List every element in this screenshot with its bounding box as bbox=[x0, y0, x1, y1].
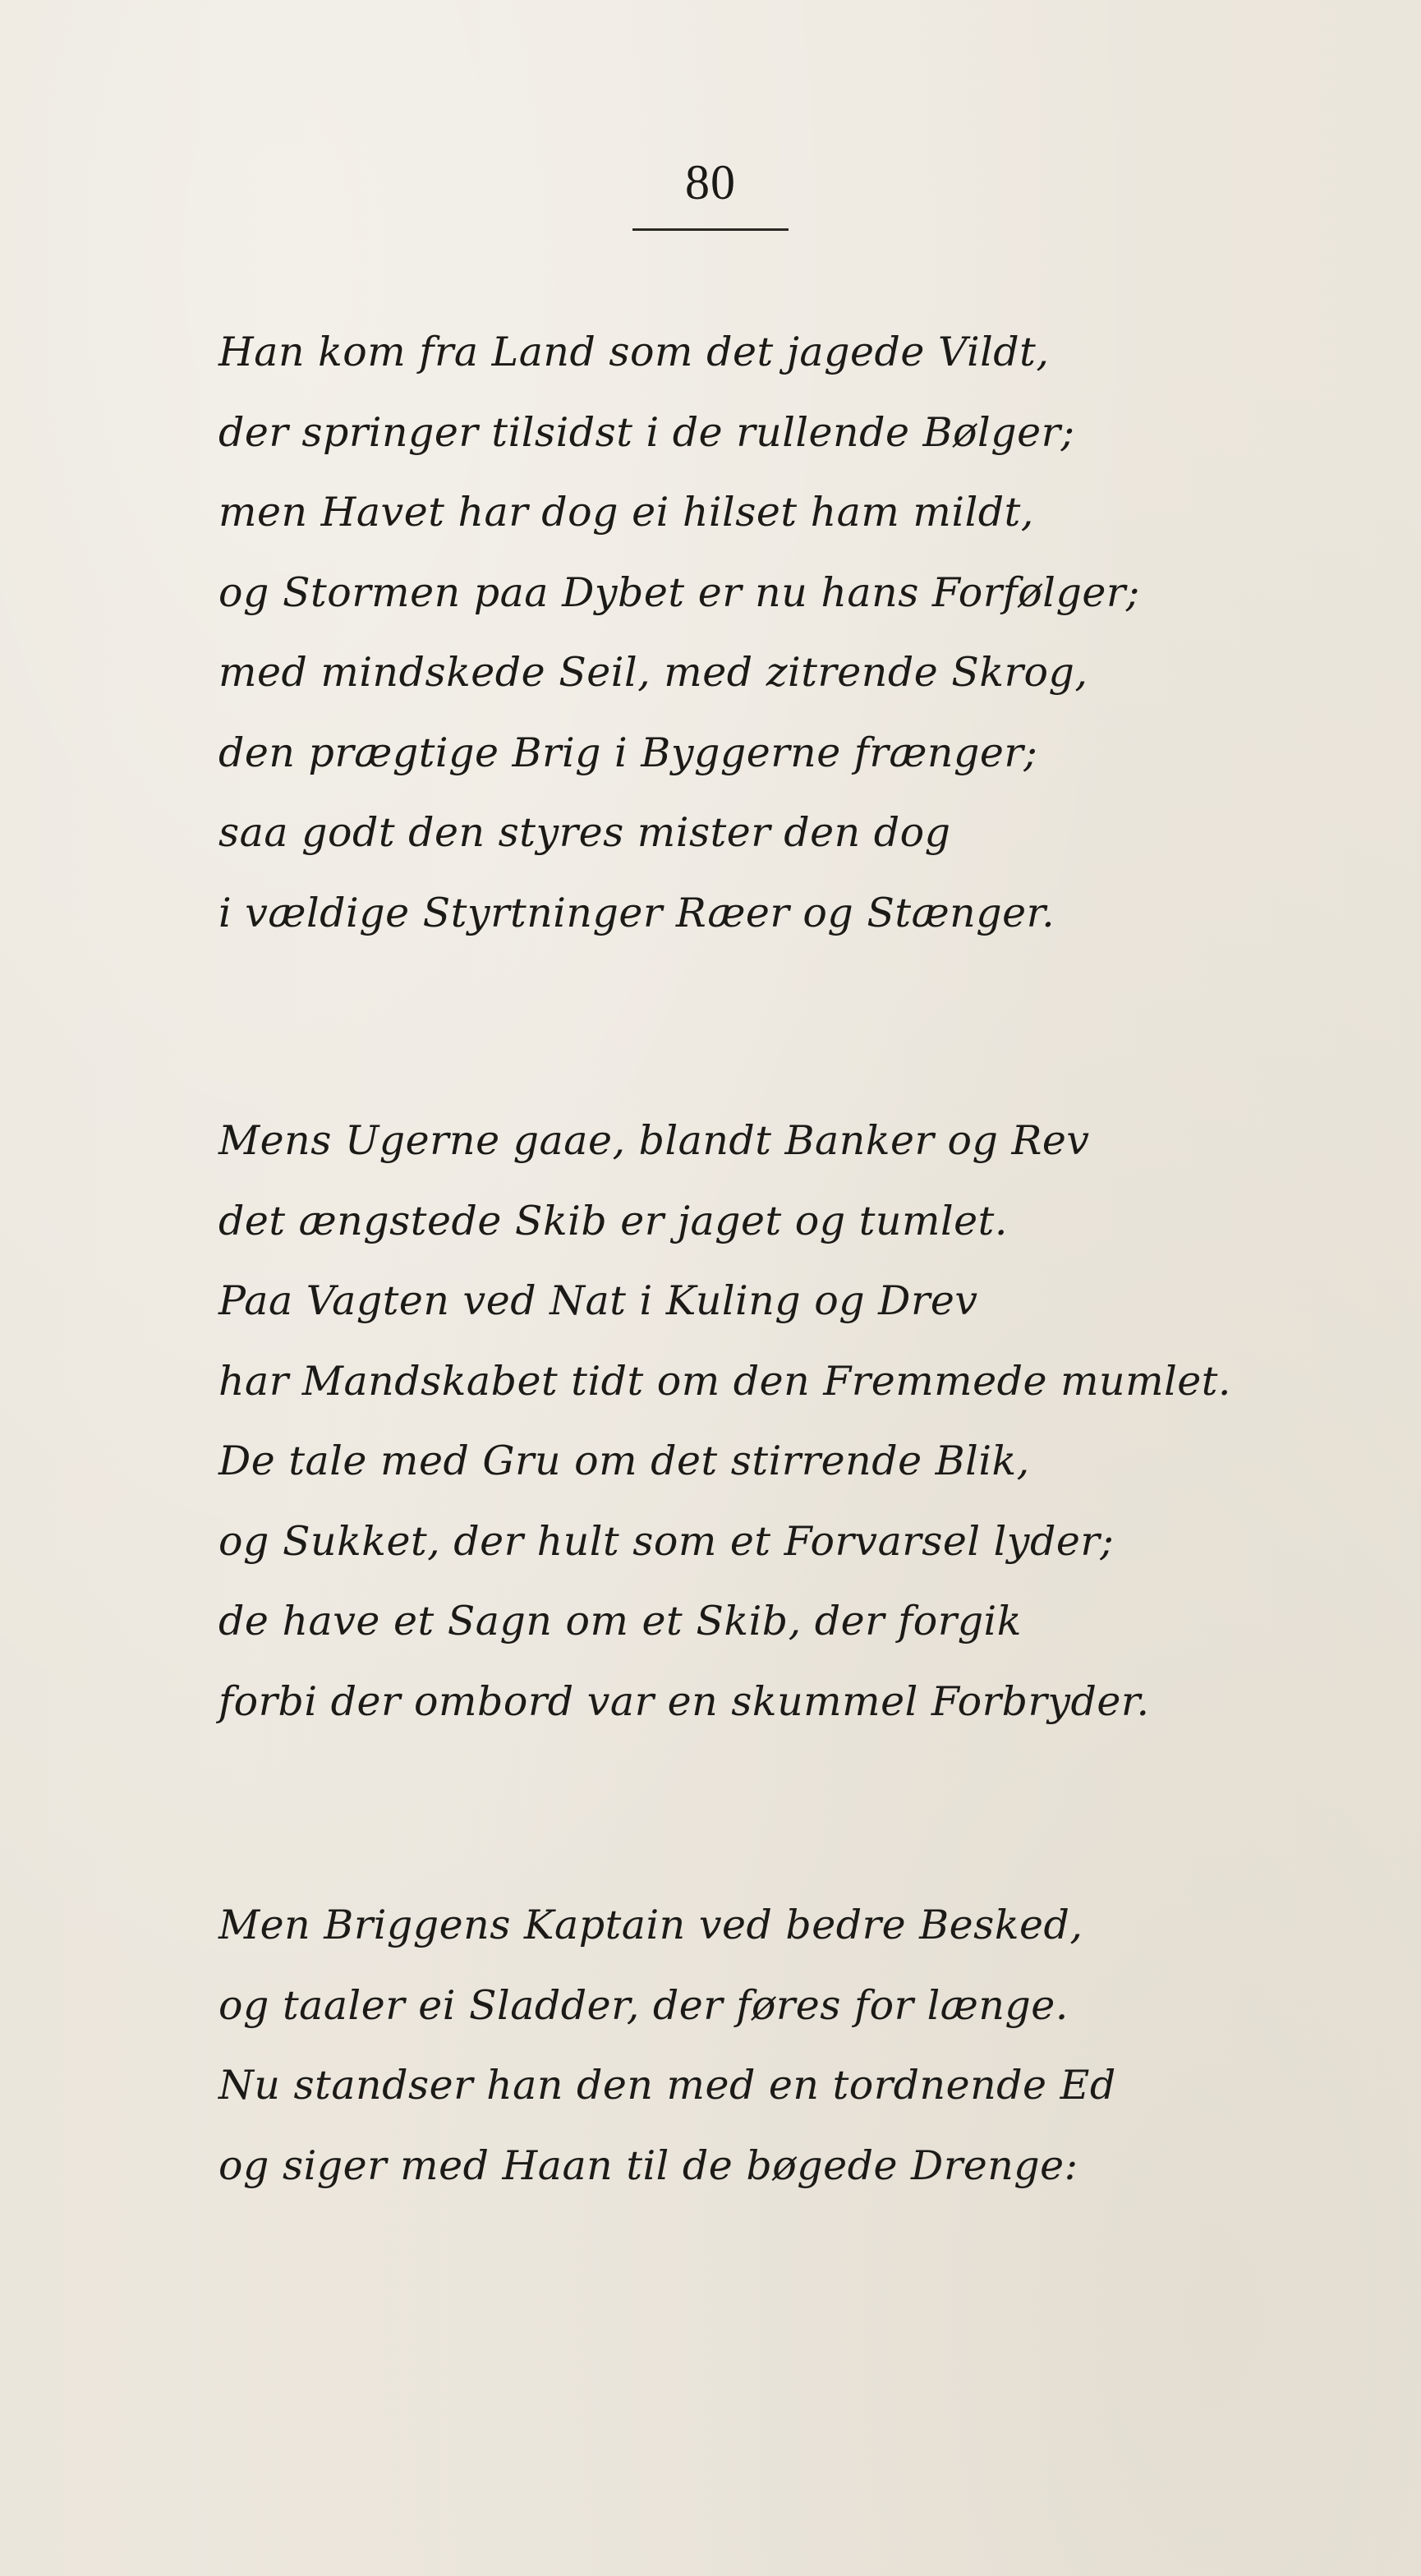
verse-line: forbi der ombord var en skummel Forbryder. bbox=[218, 1677, 1150, 1725]
verse-line: Nu standser han den med en tordnende Ed bbox=[218, 2062, 1116, 2109]
verse-line: og Stormen paa Dybet er nu hans Forfølger; bbox=[218, 568, 1140, 616]
verse-line: det ængstede Skib er jaget og tumlet. bbox=[218, 1197, 1008, 1244]
stanza-3 bbox=[218, 1885, 1253, 2206]
verse-line: den prægtige Brig i Byggerne frænger; bbox=[218, 729, 1038, 776]
verse-line: har Mandskabet tidt om den Fremmede mumlet. bbox=[218, 1357, 1232, 1405]
verse-line: med mindskede Seil, med zitrende Skrog, bbox=[218, 649, 1088, 696]
verse-line: de have et Sagn om et Skib, der forgik bbox=[218, 1598, 1022, 1644]
verse-line: De tale med Gru om det stirrende Blik, bbox=[218, 1438, 1030, 1484]
stanza-2 bbox=[218, 1101, 1253, 1741]
stanza-1 bbox=[218, 312, 1253, 953]
verse-line: Han kom fra Land som det jagede Vildt, bbox=[218, 329, 1050, 375]
verse-line: saa godt den styres mister den dog bbox=[218, 809, 951, 856]
verse-line: i vældige Styrtninger Ræer og Stænger. bbox=[218, 889, 1055, 936]
verse-line: Paa Vagten ved Nat i Kuling og Drev bbox=[218, 1277, 978, 1324]
verse-line: men Havet har dog ei hilset ham mildt, bbox=[218, 489, 1034, 536]
verse-line: Men Briggens Kaptain ved bedre Besked, bbox=[218, 1902, 1083, 1948]
page-number: 80 bbox=[685, 155, 736, 209]
verse-line: Mens Ugerne gaae, blandt Banker og Rev bbox=[218, 1117, 1090, 1164]
verse-line: der springer tilsidst i de rullende Bølger; bbox=[218, 408, 1075, 456]
verse-line: og taaler ei Sladder, der føres for længe. bbox=[218, 1981, 1069, 2029]
verse-line: og siger med Haan til de bøgede Drenge: bbox=[218, 2141, 1078, 2189]
header-rule bbox=[632, 228, 789, 231]
verse-line: og Sukket, der hult som et Forvarsel lyder; bbox=[218, 1517, 1115, 1565]
